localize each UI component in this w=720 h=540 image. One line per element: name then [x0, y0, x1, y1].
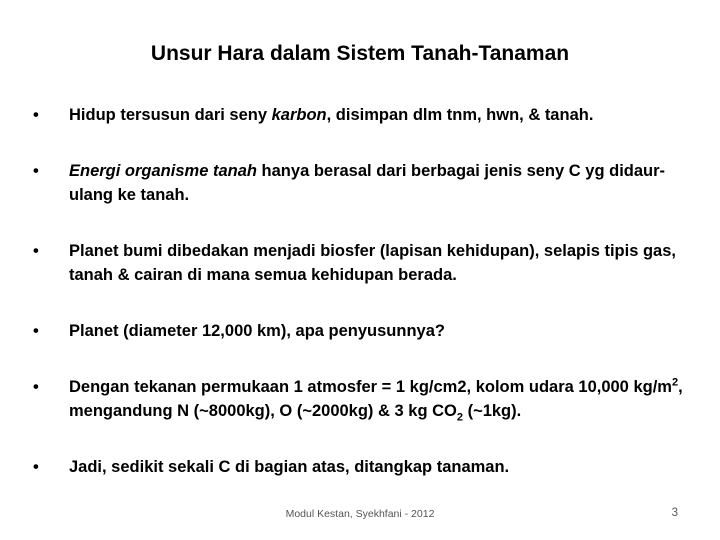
bullet-item-5: [33, 375, 693, 423]
page-number: 3: [671, 507, 678, 519]
bullet-text-part: Dengan tekanan permukaan 1 atmosfer = 1 kg/cm2, kolom udara 10,000 kg/m: [69, 378, 672, 396]
bullet-text: [69, 375, 693, 423]
bullet-dot: •: [33, 106, 39, 124]
bullet-text-part: Hidup tersusun dari seny: [69, 106, 272, 124]
bullet-dot: •: [33, 162, 39, 180]
bullet-text: Planet (diameter 12,000 km), apa penyusunnya?: [69, 322, 445, 340]
bullet-dot: •: [33, 242, 39, 260]
bullet-item-6: [33, 455, 693, 479]
superscript: 2: [671, 376, 679, 389]
bullet-text-italic: karbon: [271, 106, 327, 124]
slide-title: Unsur Hara dalam Sistem Tanah-Tanaman: [150, 42, 570, 65]
bullet-text-part: , disimpan dlm tnm, hwn, & tanah.: [326, 106, 594, 124]
bullet-text-part: , mengandung N (~8000kg), O (~2000kg) & 3 kg CO: [69, 378, 683, 420]
bullet-dot: •: [33, 378, 39, 396]
subscript: 2: [456, 411, 463, 424]
bullet-text-italic: Energi organisme tanah: [69, 162, 257, 180]
bullet-text-part: hanya berasal dari berbagai jenis seny C yg didaur-ulang ke tanah.: [69, 162, 666, 204]
bullet-dot: •: [33, 458, 39, 476]
bullet-text: Planet bumi dibedakan menjadi biosfer (lapisan kehidupan), selapis tipis gas, tanah & cairan di mana semua kehidupan berada.: [69, 242, 676, 284]
slide-footer: Modul Kestan, Syekhfani - 2012: [285, 508, 435, 520]
bullet-dot: •: [33, 322, 39, 340]
bullet-text: [69, 159, 693, 207]
bullet-item-4: [33, 319, 693, 343]
bullet-item-3: [33, 239, 693, 287]
bullet-item-2: [33, 159, 693, 207]
bullet-text: Jadi, sedikit sekali C di bagian atas, ditangkap tanaman.: [69, 458, 510, 476]
bullet-item-1: [33, 103, 693, 127]
bullet-text-part: (~1kg).: [462, 402, 522, 420]
bullet-text: [69, 103, 693, 127]
